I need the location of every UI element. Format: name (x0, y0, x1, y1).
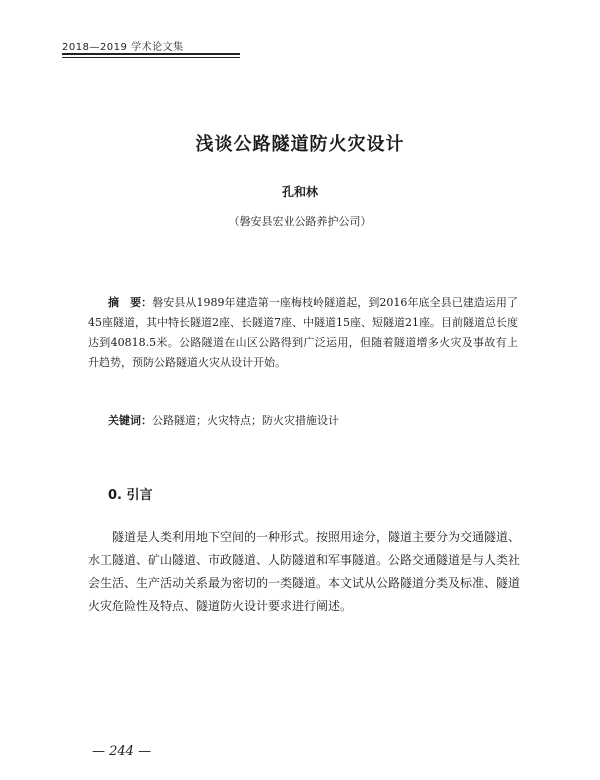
abstract-label: 摘 要： (108, 296, 153, 309)
header-rule-thin (62, 57, 240, 58)
body-paragraph: 隧道是人类利用地下空间的一种形式。按照用途分，隧道主要分为交通隧道、水工隧道、矿山隧道、市政隧道、人防隧道和军事隧道。公路交通隧道是与人类社会生活、生产活动关系最为密切的一类隧道。本文试从公路隧道分类及标准、隧道火灾危险性及特点、隧道防火设计要求进行阐述。 (88, 530, 521, 613)
abstract (88, 293, 518, 373)
section-heading: 0. 引言 (108, 488, 153, 503)
author-affiliation: （磐安县宏业公路养护公司） (228, 215, 372, 228)
author-name: 孔和林 (281, 185, 318, 199)
running-header: 2018—2019 学术论文集 (62, 42, 184, 53)
abstract-text: 磐安县从1989年建造第一座梅枝岭隧道起，到2016年底全县已建造运用了45座隧道，其中特长隧道2座、长隧道7座、中隧道15座、短隧道21座。目前隧道总长度达到40818.5米。公路隧道在山区公路得到广泛运用，但随着隧道增多火灾及事故有上升趋势，预防公路隧道火灾从设计开始。 (88, 296, 518, 369)
header-rule-thick (62, 53, 240, 55)
keywords (88, 411, 518, 431)
keywords-text: 公路隧道；火灾特点；防火灾措施设计 (152, 414, 339, 427)
page-number: — 244 — (92, 744, 152, 759)
paper-title: 浅谈公路隧道防火灾设计 (195, 134, 405, 155)
keywords-label: 关键词： (108, 414, 152, 427)
